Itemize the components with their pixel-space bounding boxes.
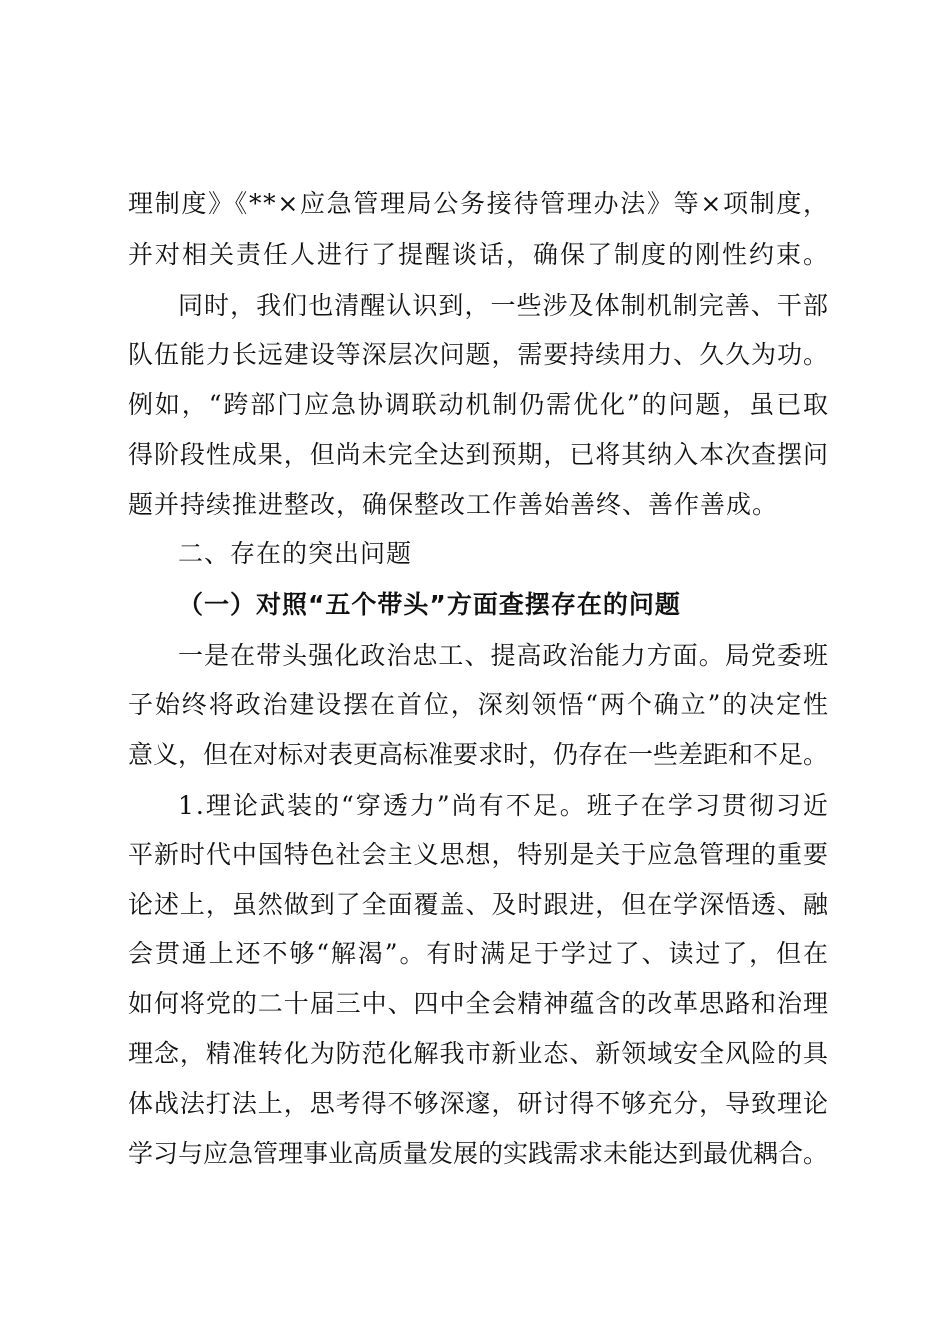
- body-text-line: 平新时代中国特色社会主义思想，特别是关于应急管理的重要: [128, 840, 829, 869]
- body-text-line: 如何将党的二十届三中、四中全会精神蕴含的改革思路和治理: [128, 989, 829, 1018]
- body-text-line: 理制度》《**×应急管理局公务接待管理办法》等×项制度，: [128, 189, 830, 218]
- body-text-line: 意义，但在对标对表更高标准要求时，仍存在一些差距和不足。: [128, 740, 829, 769]
- body-text-line: 1.理论武装的“穿透力”尚有不足。班子在学习贯彻习近: [178, 791, 830, 820]
- body-text-line: 论述上，虽然做到了全面覆盖、及时跟进，但在学深悟透、融: [128, 890, 829, 919]
- body-text-line: 体战法打法上，思考得不够深邃，研讨得不够充分，导致理论: [128, 1089, 829, 1118]
- body-text-line: 同时，我们也清醒认识到，一些涉及体制机制完善、干部: [178, 291, 830, 320]
- body-text-line: 例如，“跨部门应急协调联动机制仍需优化”的问题，虽已取: [128, 390, 830, 419]
- body-text-line: 一是在带头强化政治忠工、提高政治能力方面。局党委班: [178, 641, 830, 670]
- subsection-heading: （一）对照“五个带头”方面查摆存在的问题: [178, 590, 681, 619]
- body-text-line: 队伍能力长远建设等深层次问题，需要持续用力、久久为功。: [128, 340, 829, 369]
- body-text-line: 得阶段性成果，但尚未完全达到预期，已将其纳入本次查摆问: [128, 440, 829, 469]
- body-text-line: 题并持续推进整改，确保整改工作善始善终、善作善成。: [128, 490, 779, 519]
- body-text-line: 会贯通上还不够“解渴”。有时满足于学过了、读过了，但在: [128, 939, 830, 968]
- section-heading: 二、存在的突出问题: [178, 539, 413, 568]
- body-text-line: 子始终将政治建设摆在首位，深刻领悟“两个确立”的决定性: [128, 690, 830, 719]
- body-text-line: 学习与应急管理事业高质量发展的实践需求未能达到最优耦合。: [128, 1139, 829, 1168]
- body-text-line: 理念，精准转化为防范化解我市新业态、新领域安全风险的具: [128, 1039, 829, 1068]
- body-text-line: 并对相关责任人进行了提醒谈话，确保了制度的刚性约束。: [128, 240, 831, 269]
